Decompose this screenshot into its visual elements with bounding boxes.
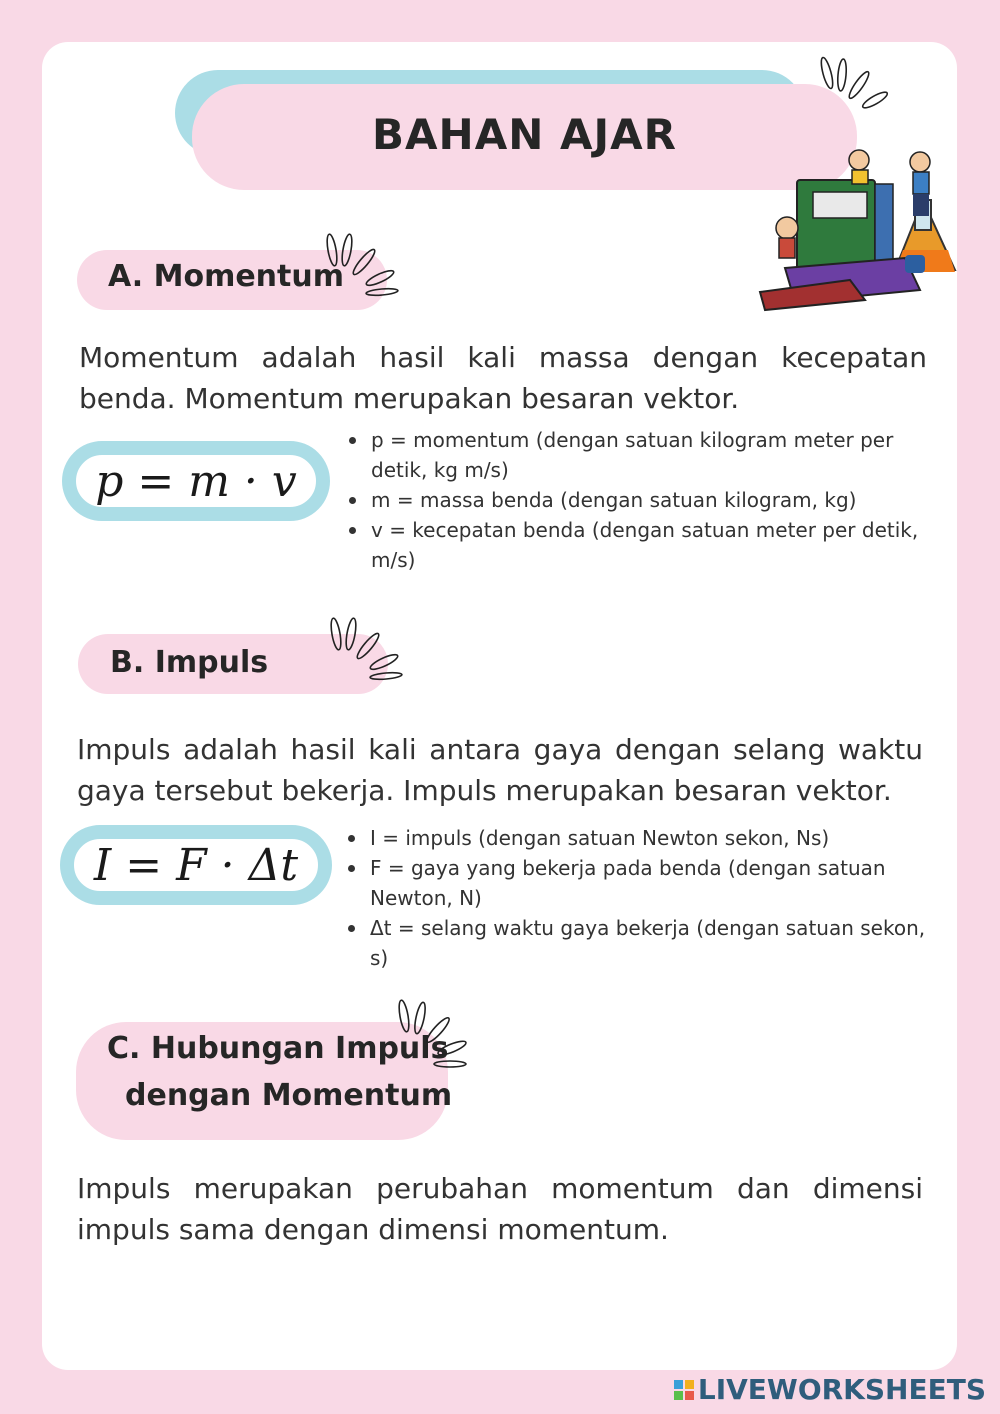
section-a-paragraph: Momentum adalah hasil kali massa dengan kecepatan benda. Momentum merupakan besaran vektor. (79, 341, 927, 415)
list-item: p = momentum (dengan satuan kilogram meter per detik, kg m/s) (345, 425, 920, 485)
impulse-variables-list (344, 823, 949, 973)
impulse-formula: I = F · Δt (60, 825, 332, 905)
list-item: m = massa benda (dengan satuan kilogram, kg) (345, 485, 920, 515)
books-illustration-icon (755, 140, 960, 315)
sparkle-icon (815, 55, 895, 115)
list-item: I = impuls (dengan satuan Newton sekon, Ns) (344, 823, 949, 853)
list-item: Δt = selang waktu gaya bekerja (dengan satuan sekon, s) (344, 913, 949, 973)
liveworksheets-logo (674, 1373, 986, 1406)
momentum-variables-list (345, 425, 920, 575)
sparkle-icon (322, 228, 404, 300)
section-c-heading-line1: C. Hubungan Impuls (107, 1031, 449, 1066)
sparkle-icon (326, 612, 408, 684)
logo-text: LIVEWORKSHEETS (697, 1373, 986, 1406)
logo-icon (674, 1380, 694, 1400)
page-title: BAHAN AJAR (372, 109, 677, 159)
list-item: F = gaya yang bekerja pada benda (dengan satuan Newton, N) (344, 853, 949, 913)
section-b-paragraph: Impuls adalah hasil kali antara gaya dengan selang waktu gaya tersebut bekerja. Impuls merupakan besaran vektor. (77, 733, 923, 807)
sparkle-icon (392, 996, 474, 1076)
momentum-formula: p = m · v (62, 441, 330, 521)
section-c-heading-line2: dengan Momentum (125, 1078, 453, 1113)
section-a-heading: A. Momentum (108, 259, 345, 294)
list-item: v = kecepatan benda (dengan satuan meter per detik, m/s) (345, 515, 920, 575)
section-c-paragraph: Impuls merupakan perubahan momentum dan dimensi impuls sama dengan dimensi momentum. (77, 1172, 923, 1246)
section-b-heading: B. Impuls (110, 645, 269, 680)
